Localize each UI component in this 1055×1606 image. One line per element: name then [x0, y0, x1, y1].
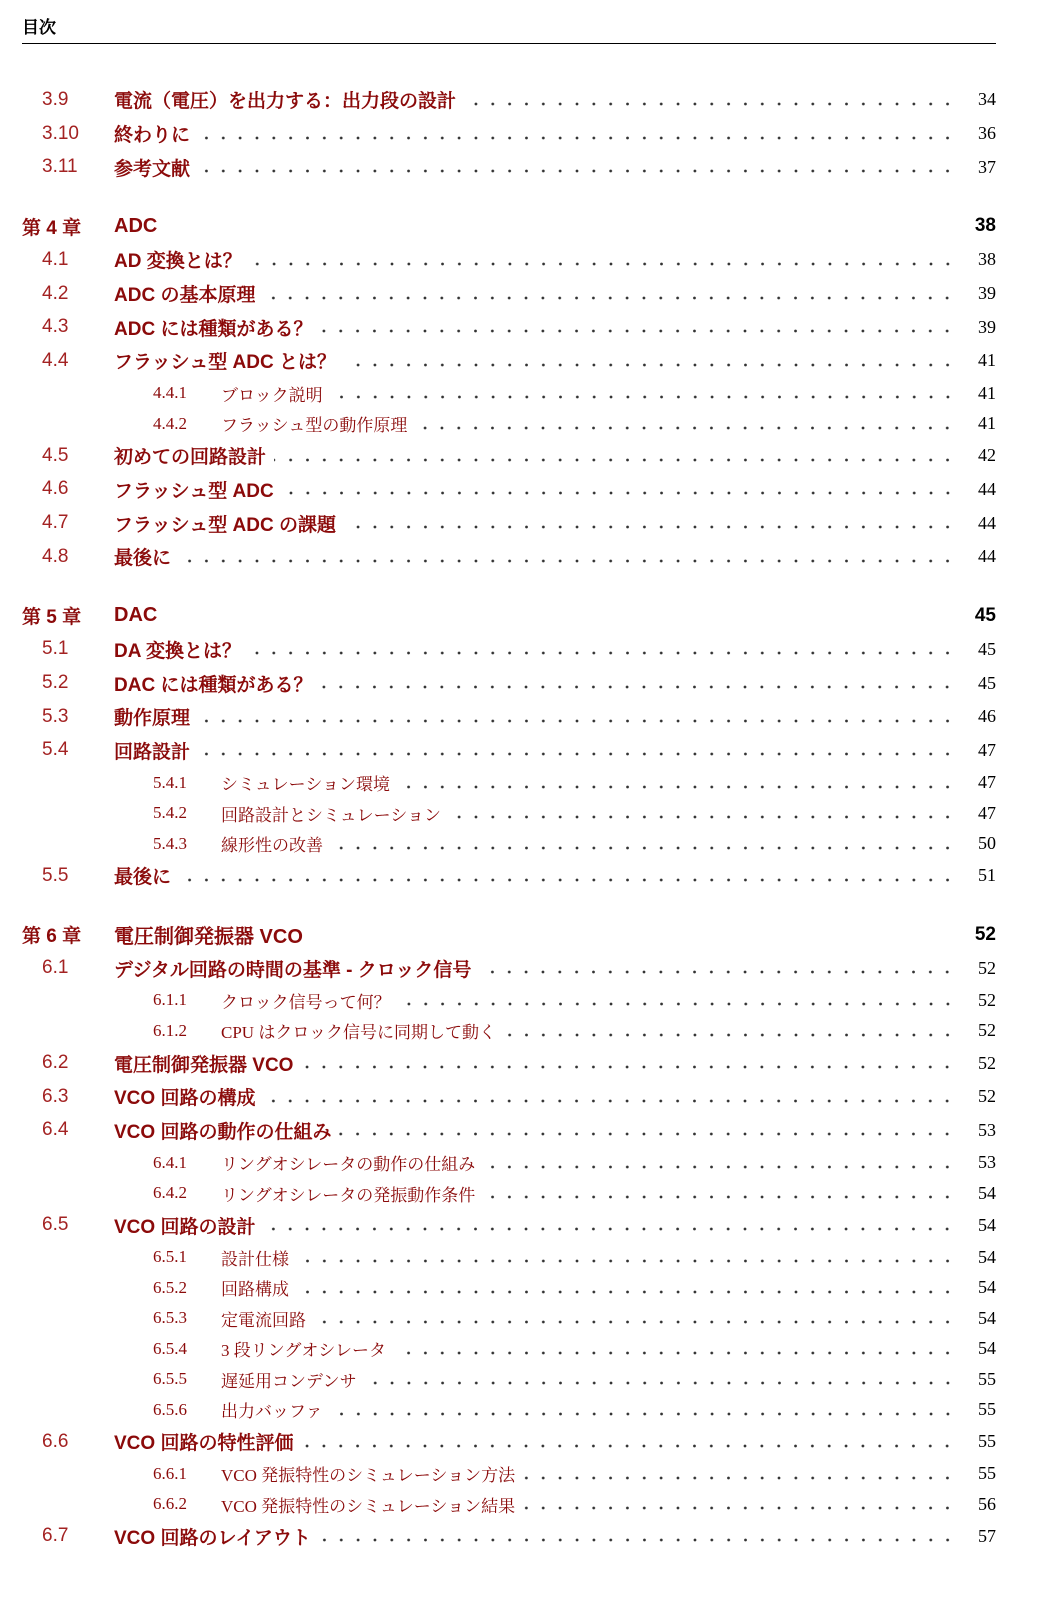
subsection-number: 4.4.2 [153, 413, 187, 433]
dot-leader [399, 999, 956, 1009]
subsection-number: 6.5.6 [153, 1399, 187, 1419]
toc-section-entry[interactable] [22, 150, 996, 184]
dot-leader [301, 1062, 956, 1072]
section-title: VCO 回路のレイアウト [114, 1527, 311, 1549]
dot-leader [479, 967, 956, 977]
section-title: 最後に [114, 548, 172, 570]
dot-leader [198, 133, 956, 143]
dot-leader [331, 1409, 956, 1419]
chapter-title: DAC [114, 604, 158, 627]
dot-leader [297, 1287, 956, 1297]
section-number: 6.7 [42, 1525, 69, 1547]
toc-subsection-entry[interactable] [22, 1333, 996, 1364]
section-number: 3.9 [42, 88, 69, 110]
dot-leader [365, 1378, 956, 1388]
dot-leader [523, 1473, 956, 1483]
subsection-title: CPU はクロック信号に同期して動く [221, 1023, 496, 1043]
toc-subsection-entry[interactable] [22, 798, 996, 829]
section-number: 6.4 [42, 1119, 69, 1141]
toc-section-entry[interactable] [22, 1208, 996, 1242]
dot-leader [301, 1441, 956, 1451]
page-number: 34 [978, 89, 996, 110]
dot-leader [319, 1535, 956, 1545]
section-title: DA 変換とは？ [114, 640, 242, 662]
section-title: 最後に [114, 867, 172, 889]
section-title: VCO 回路の構成 [114, 1088, 256, 1110]
dot-leader [464, 99, 956, 109]
section-title: デジタル回路の時間の基準 - クロック信号 [114, 959, 472, 981]
page-number: 54 [978, 1182, 996, 1203]
page-number: 47 [978, 772, 996, 793]
page-number: 53 [978, 1152, 996, 1172]
chapter-number: 第 5 章 [22, 607, 82, 629]
toc-section-entry[interactable] [22, 540, 996, 574]
section-title: フラッシュ型 ADC の課題 [114, 514, 336, 536]
toc-subsection-entry[interactable] [22, 1242, 996, 1273]
section-title: 電流（電圧）を出力する：出力段の設計 [114, 91, 457, 113]
page-number: 44 [978, 478, 996, 499]
dot-leader [198, 166, 956, 176]
page-number: 45 [978, 672, 996, 693]
subsection-title: 遅延用コンデンサ [221, 1371, 357, 1391]
chapter-title: 電圧制御発振器 VCO [114, 926, 303, 948]
toc-section-entry[interactable] [22, 666, 996, 700]
subsection-number: 5.4.2 [153, 803, 187, 823]
toc-section-entry[interactable] [22, 1080, 996, 1114]
dot-leader [282, 488, 956, 498]
dot-leader [339, 1129, 956, 1139]
dot-leader [394, 1348, 956, 1358]
section-number: 4.5 [42, 444, 69, 466]
section-number: 6.3 [42, 1085, 69, 1107]
dot-leader [250, 259, 956, 269]
dot-leader [263, 1224, 956, 1234]
dot-leader [320, 326, 956, 336]
page-number: 37 [978, 156, 996, 177]
toc-section-entry[interactable] [22, 506, 996, 540]
dot-leader [198, 716, 956, 726]
dot-leader [179, 556, 956, 566]
subsection-title: リングオシレータの動作の仕組み [221, 1155, 476, 1174]
subsection-title: フラッシュ型の動作原理 [221, 416, 408, 436]
section-title: 参考文献 [114, 158, 191, 180]
running-header-title: 目次 [22, 18, 56, 37]
table-of-contents [22, 83, 996, 1553]
page-number: 41 [978, 413, 996, 434]
section-number: 5.4 [42, 739, 69, 761]
subsection-title: VCO 発振特性のシミュレーション方法 [221, 1466, 516, 1486]
toc-section-entry[interactable] [22, 310, 996, 344]
page-number: 46 [978, 706, 996, 727]
page-number: 54 [978, 1307, 996, 1328]
subsection-number: 6.5.4 [153, 1338, 187, 1358]
section-title: DAC には種類がある？ [114, 674, 313, 696]
toc-subsection-entry[interactable] [22, 828, 996, 859]
toc-subsection-entry[interactable] [22, 408, 996, 439]
section-number: 3.11 [42, 156, 78, 178]
page-number: 57 [978, 1525, 996, 1546]
subsection-title: VCO 発振特性のシミュレーション結果 [221, 1496, 516, 1516]
page-number: 52 [978, 1086, 996, 1107]
subsection-number: 5.4.1 [153, 772, 187, 792]
page-number: 52 [978, 1052, 996, 1073]
dot-leader [449, 812, 956, 822]
subsection-number: 6.4.2 [153, 1183, 187, 1202]
page-number: 47 [978, 739, 996, 760]
page-number: 54 [978, 1214, 996, 1235]
subsection-number: 6.1.2 [153, 1020, 187, 1040]
toc-chapter-entry[interactable] [22, 918, 996, 952]
page-number: 55 [978, 1399, 996, 1420]
dot-leader [320, 682, 956, 692]
section-title: ADC には種類がある？ [114, 318, 313, 340]
toc-section-entry[interactable] [22, 277, 996, 311]
section-title: 動作原理 [114, 708, 191, 730]
toc-subsection-entry[interactable] [22, 1303, 996, 1334]
section-number: 6.1 [42, 957, 69, 979]
section-number: 4.6 [42, 478, 69, 500]
toc-subsection-entry[interactable] [22, 767, 996, 798]
dot-leader [398, 782, 956, 792]
dot-leader [483, 1192, 956, 1202]
toc-section-entry[interactable] [22, 344, 996, 378]
page-number: 52 [974, 923, 996, 945]
dot-leader [344, 360, 956, 370]
subsection-title: シミュレーション環境 [221, 775, 390, 795]
toc-section-entry[interactable] [22, 1046, 996, 1080]
toc-subsection-entry[interactable] [22, 1147, 996, 1178]
page-number: 54 [978, 1338, 996, 1359]
page-number: 45 [974, 604, 996, 626]
dot-leader [274, 455, 956, 465]
subsection-number: 6.5.5 [153, 1369, 187, 1389]
chapter-title: ADC [114, 214, 158, 237]
page-number: 54 [978, 1277, 996, 1298]
dot-leader [263, 293, 956, 303]
dot-leader [263, 1096, 956, 1106]
dot-leader [314, 1317, 956, 1327]
section-title: VCO 回路の動作の仕組み [114, 1121, 332, 1143]
chapter-number: 第 4 章 [22, 217, 82, 239]
toc-section-entry[interactable] [22, 700, 996, 734]
section-number: 4.4 [42, 349, 69, 371]
section-title: 初めての回路設計 [114, 447, 267, 469]
toc-section-entry[interactable] [22, 1520, 996, 1554]
toc-section-entry[interactable] [22, 859, 996, 893]
section-number: 5.2 [42, 672, 69, 694]
toc-section-entry[interactable] [22, 1114, 996, 1148]
section-title: 回路設計 [114, 741, 191, 763]
section-number: 5.5 [42, 864, 69, 886]
header-rule [22, 43, 996, 44]
section-number: 4.8 [42, 545, 69, 567]
subsection-title: ブロック説明 [221, 385, 323, 405]
subsection-title: 線形性の改善 [221, 836, 323, 856]
page-number: 54 [978, 1246, 996, 1267]
toc-chapter-entry[interactable] [22, 599, 996, 633]
toc-subsection-entry[interactable] [22, 1394, 996, 1425]
dot-leader [179, 875, 956, 885]
toc-subsection-entry[interactable] [22, 378, 996, 409]
subsection-title: 定電流回路 [221, 1310, 306, 1330]
chapter-number: 第 6 章 [22, 926, 82, 947]
section-number: 5.3 [42, 705, 69, 727]
dot-leader [523, 1503, 956, 1513]
toc-subsection-entry[interactable] [22, 1272, 996, 1303]
page-number: 36 [978, 123, 996, 144]
page-number: 56 [978, 1493, 996, 1514]
section-number: 6.5 [42, 1214, 69, 1236]
subsection-title: 出力バッファ [221, 1402, 323, 1422]
toc-section-entry[interactable] [22, 243, 996, 277]
page-number: 44 [978, 546, 996, 567]
toc-section-entry[interactable] [22, 952, 996, 986]
page-number: 47 [978, 802, 996, 823]
subsection-title: 回路設計とシミュレーション [221, 805, 441, 825]
subsection-title: 3 段リングオシレータ [221, 1341, 386, 1361]
section-title: AD 変換とは？ [114, 251, 242, 273]
dot-leader [504, 1030, 956, 1040]
subsection-number: 4.4.1 [153, 383, 187, 403]
dot-leader [297, 1256, 956, 1266]
dot-leader [415, 423, 956, 433]
toc-chapter-entry[interactable] [22, 209, 996, 243]
subsection-title: 設計仕様 [221, 1249, 289, 1269]
section-title: VCO 回路の設計 [114, 1216, 256, 1238]
subsection-number: 6.6.1 [153, 1463, 187, 1483]
dot-leader [198, 749, 956, 759]
page-number: 44 [978, 512, 996, 533]
toc-section-entry[interactable] [22, 83, 996, 117]
page-number: 55 [978, 1368, 996, 1389]
toc-section-entry[interactable] [22, 117, 996, 151]
section-title: ADC の基本原理 [114, 285, 256, 307]
toc-section-entry[interactable] [22, 473, 996, 507]
toc-section-entry[interactable] [22, 633, 996, 667]
toc-subsection-entry[interactable] [22, 985, 996, 1016]
page-number: 50 [978, 833, 996, 854]
dot-leader [483, 1162, 956, 1172]
section-number: 4.2 [42, 282, 69, 304]
toc-section-entry[interactable] [22, 439, 996, 473]
dot-leader [331, 843, 956, 853]
page-number: 55 [978, 1431, 996, 1452]
page-number: 53 [978, 1119, 996, 1140]
section-number: 4.3 [42, 316, 69, 338]
page-number: 41 [978, 350, 996, 371]
page-number: 38 [978, 249, 996, 270]
section-number: 6.6 [42, 1430, 69, 1452]
subsection-number: 6.6.2 [153, 1494, 187, 1514]
page-number: 38 [974, 215, 996, 237]
page-number: 52 [978, 957, 996, 978]
page-number: 52 [978, 1020, 996, 1041]
section-number: 3.10 [42, 122, 79, 144]
toc-subsection-entry[interactable] [22, 1016, 996, 1047]
toc-section-entry[interactable] [22, 1425, 996, 1459]
page-number: 42 [978, 445, 996, 466]
toc-subsection-entry[interactable] [22, 1364, 996, 1395]
subsection-title: 回路構成 [221, 1280, 289, 1300]
toc-subsection-entry[interactable] [22, 1178, 996, 1209]
subsection-number: 5.4.3 [153, 833, 187, 853]
section-title: 電圧制御発振器 VCO [114, 1054, 294, 1076]
subsection-number: 6.5.1 [153, 1247, 187, 1267]
section-title: フラッシュ型 ADC [114, 480, 274, 502]
subsection-number: 6.5.2 [153, 1277, 187, 1297]
section-number: 4.1 [42, 248, 69, 270]
section-title: フラッシュ型 ADC とは？ [114, 352, 336, 374]
dot-leader [344, 522, 956, 532]
subsection-number: 6.5.3 [153, 1308, 187, 1328]
subsection-title: クロック信号って何？ [221, 992, 391, 1012]
subsection-title: リングオシレータの発振動作条件 [221, 1185, 476, 1205]
section-title: 終わりに [114, 125, 191, 147]
page-number: 52 [978, 989, 996, 1010]
section-number: 6.2 [42, 1052, 69, 1074]
toc-section-entry[interactable] [22, 734, 996, 768]
subsection-number: 6.1.1 [153, 990, 187, 1010]
page-number: 51 [978, 865, 996, 886]
dot-leader [249, 648, 956, 658]
toc-subsection-entry[interactable] [22, 1459, 996, 1490]
page-number: 39 [978, 283, 996, 304]
section-number: 5.1 [42, 638, 69, 660]
page-number: 55 [978, 1463, 996, 1484]
section-title: VCO 回路の特性評価 [114, 1433, 294, 1455]
page-number: 39 [978, 316, 996, 337]
dot-leader [331, 392, 956, 402]
section-number: 4.7 [42, 512, 69, 534]
page-number: 41 [978, 382, 996, 403]
subsection-number: 6.4.1 [153, 1152, 187, 1172]
toc-subsection-entry[interactable] [22, 1489, 996, 1520]
page-number: 45 [978, 638, 996, 659]
